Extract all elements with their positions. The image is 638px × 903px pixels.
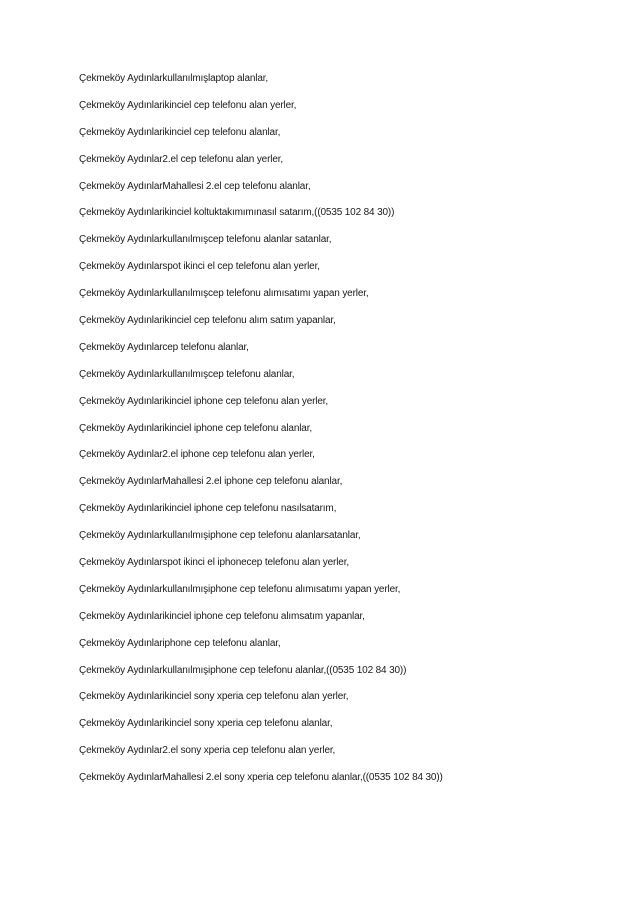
text-line: Çekmeköy Aydınlarkullanılmışiphone cep telefonu alanlar,((0535 102 84 30)) [79,664,407,676]
text-line: Çekmeköy Aydınlarcep telefonu alanlar, [79,341,249,353]
text-line: Çekmeköy Aydınlarkullanılmışlaptop alanlar, [79,73,269,84]
text-line: Çekmeköy Aydınlariphone cep telefonu alanlar, [79,637,281,649]
text-line: Çekmeköy Aydınlar2.el cep telefonu alan yerler, [79,153,284,165]
text-line: Çekmeköy Aydınlarikinciel cep telefonu alanlar, [79,126,281,138]
text-lines [79,72,599,798]
text-line: Çekmeköy Aydınlarkullanılmışiphone cep telefonu alımısatımı yapan yerler, [79,583,401,595]
text-line: Çekmeköy Aydınlarkullanılmışiphone cep telefonu alanlarsatanlar, [79,530,361,542]
text-line: Çekmeköy Aydınlarikinciel sony xperia cep telefonu alanlar, [79,718,333,730]
text-line: Çekmeköy Aydınlarikinciel cep telefonu alım satım yapanlar, [79,315,336,327]
text-line: Çekmeköy Aydınlar2.el sony xperia cep telefonu alan yerler, [79,745,336,757]
text-line: Çekmeköy AydınlarMahallesi 2.el sony xperia cep telefonu alanlar,((0535 102 84 30)) [79,772,443,784]
text-line: Çekmeköy Aydınlarspot ikinci el cep telefonu alan yerler, [79,261,320,273]
text-line: Çekmeköy Aydınlarikinciel cep telefonu alan yerler, [79,99,297,111]
text-line: Çekmeköy Aydınlarikinciel iphone cep telefonu alan yerler, [79,395,329,407]
text-line: Çekmeköy AydınlarMahallesi 2.el cep telefonu alanlar, [79,180,311,192]
text-line: Çekmeköy AydınlarMahallesi 2.el iphone cep telefonu alanlar, [79,476,343,488]
text-line: Çekmeköy Aydınlarkullanılmışcep telefonu alanlar, [79,368,295,380]
text-line: Çekmeköy Aydınlarikinciel iphone cep telefonu nasılsatarım, [79,503,337,515]
text-line: Çekmeköy Aydınlarspot ikinci el iphonecep telefonu alan yerler, [79,557,349,569]
text-line: Çekmeköy Aydınlar2.el iphone cep telefonu alan yerler, [79,449,315,461]
text-line: Çekmeköy Aydınlarikinciel koltuktakımımınasıl satarım,((0535 102 84 30)) [79,207,395,219]
text-line: Çekmeköy Aydınlarkullanılmışcep telefonu alanlar satanlar, [79,234,332,246]
text-line: Çekmeköy Aydınlarkullanılmışcep telefonu alımısatımı yapan yerler, [79,288,369,300]
text-line: Çekmeköy Aydınlarikinciel iphone cep telefonu alanlar, [79,422,312,434]
text-line: Çekmeköy Aydınlarikinciel iphone cep telefonu alımsatım yapanlar, [79,610,365,622]
text-line: Çekmeköy Aydınlarikinciel sony xperia cep telefonu alan yerler, [79,691,349,703]
